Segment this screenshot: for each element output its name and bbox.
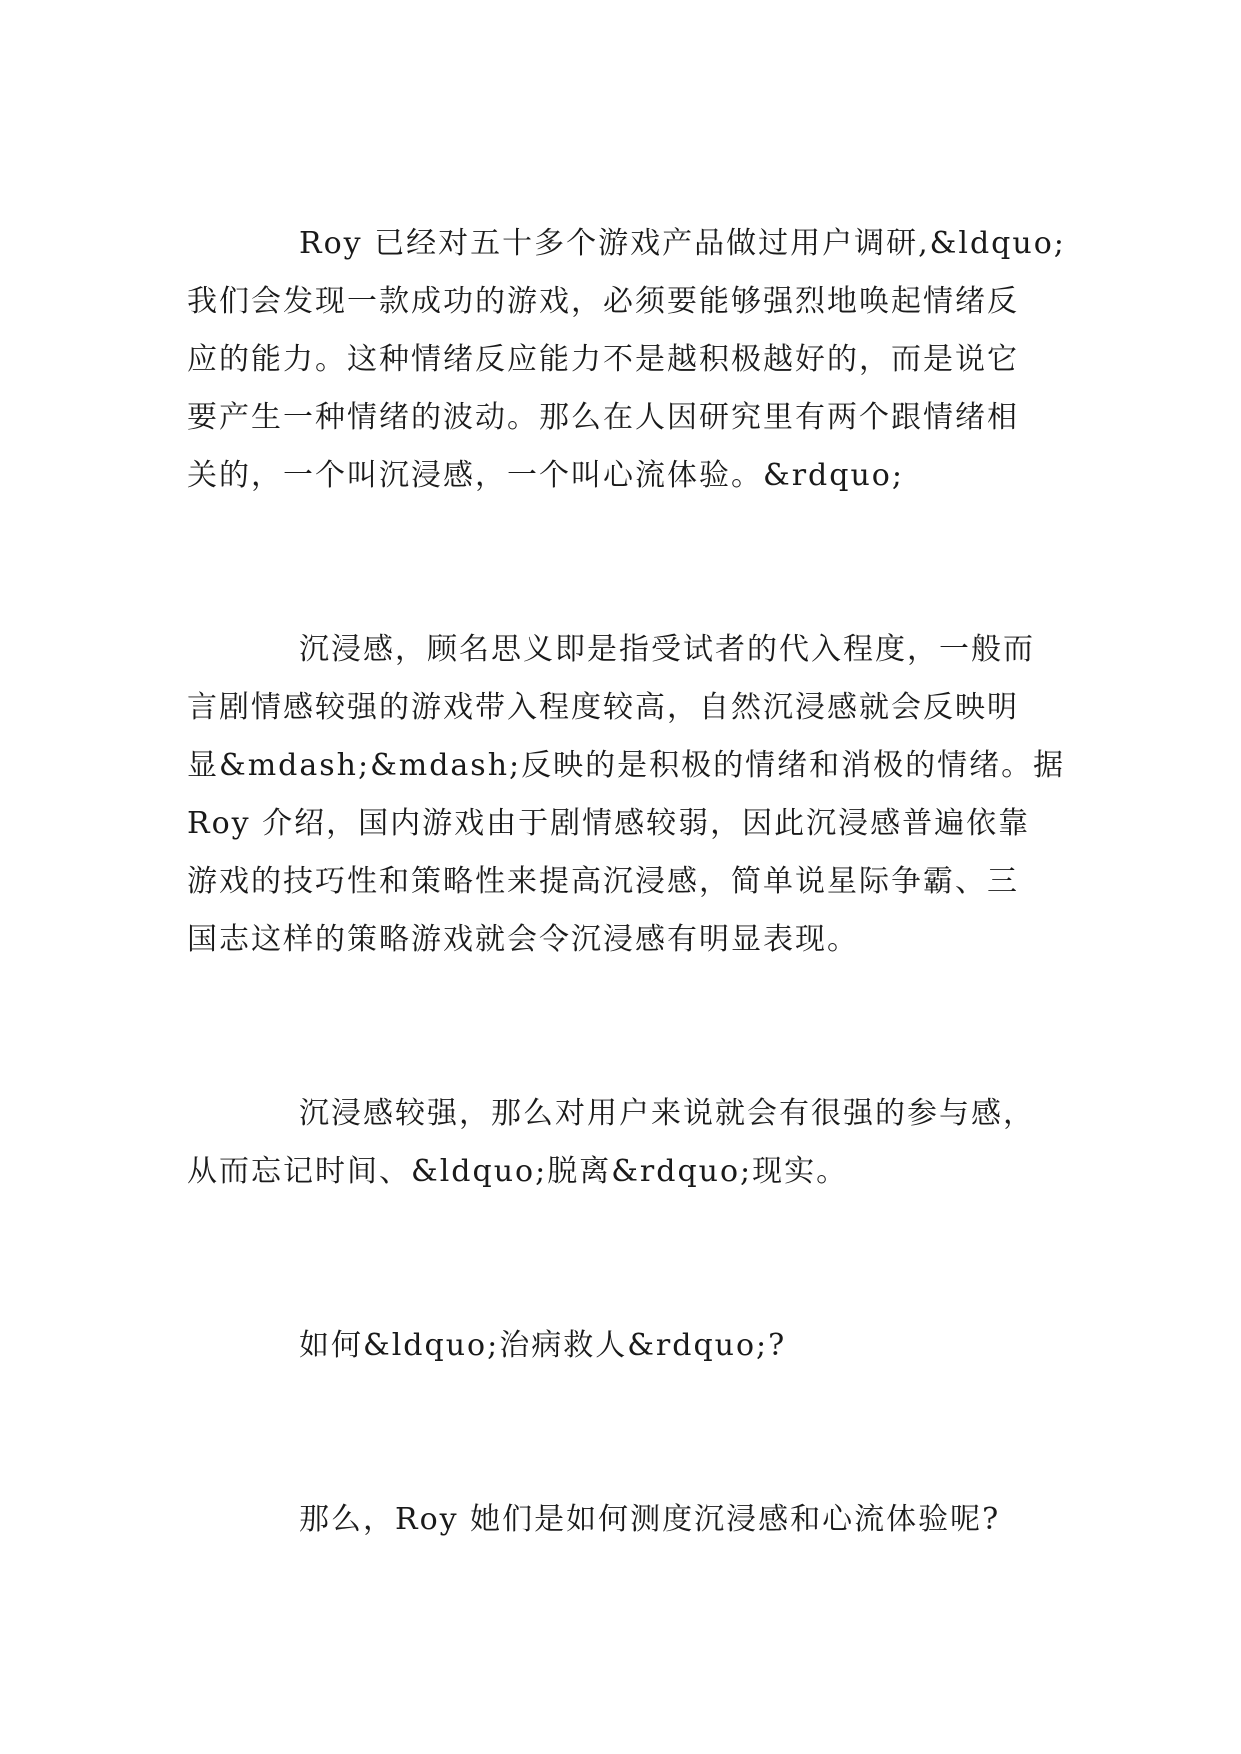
paragraph-question bbox=[187, 1491, 1067, 1549]
text-line: 如何&ldquo;治病救人&rdquo;? bbox=[299, 1328, 787, 1363]
paragraph-user-research bbox=[187, 215, 1067, 505]
section-heading bbox=[187, 1317, 1067, 1375]
text-line: 那么，Roy 她们是如何测度沉浸感和心流体验呢? bbox=[299, 1502, 1001, 1537]
text-line: 显&mdash;&mdash;反映的是积极的情绪和消极的情绪。据 bbox=[187, 748, 1066, 783]
text-line: 沉浸感较强，那么对用户来说就会有很强的参与感， bbox=[299, 1096, 1035, 1131]
paragraph-immersion-effect bbox=[187, 1085, 1067, 1201]
text-line: Roy 介绍，国内游戏由于剧情感较弱，因此沉浸感普遍依靠 bbox=[187, 806, 1031, 841]
text-line: 言剧情感较强的游戏带入程度较高，自然沉浸感就会反映明 bbox=[187, 690, 1019, 725]
text-line: 我们会发现一款成功的游戏，必须要能够强烈地唤起情绪反 bbox=[187, 284, 1019, 319]
text-line: 应的能力。这种情绪反应能力不是越积极越好的，而是说它 bbox=[187, 342, 1019, 377]
text-line: Roy 已经对五十多个游戏产品做过用户调研,&ldquo; bbox=[299, 226, 1066, 261]
text-line: 从而忘记时间、&ldquo;脱离&rdquo;现实。 bbox=[187, 1154, 849, 1189]
text-line: 沉浸感，顾名思义即是指受试者的代入程度，一般而 bbox=[299, 632, 1035, 667]
paragraph-immersion-definition bbox=[187, 621, 1067, 969]
text-line: 游戏的技巧性和策略性来提高沉浸感，简单说星际争霸、三 bbox=[187, 864, 1019, 899]
text-line: 关的，一个叫沉浸感，一个叫心流体验。&rdquo; bbox=[187, 458, 904, 493]
text-line: 国志这样的策略游戏就会令沉浸感有明显表现。 bbox=[187, 922, 859, 957]
text-line: 要产生一种情绪的波动。那么在人因研究里有两个跟情绪相 bbox=[187, 400, 1019, 435]
